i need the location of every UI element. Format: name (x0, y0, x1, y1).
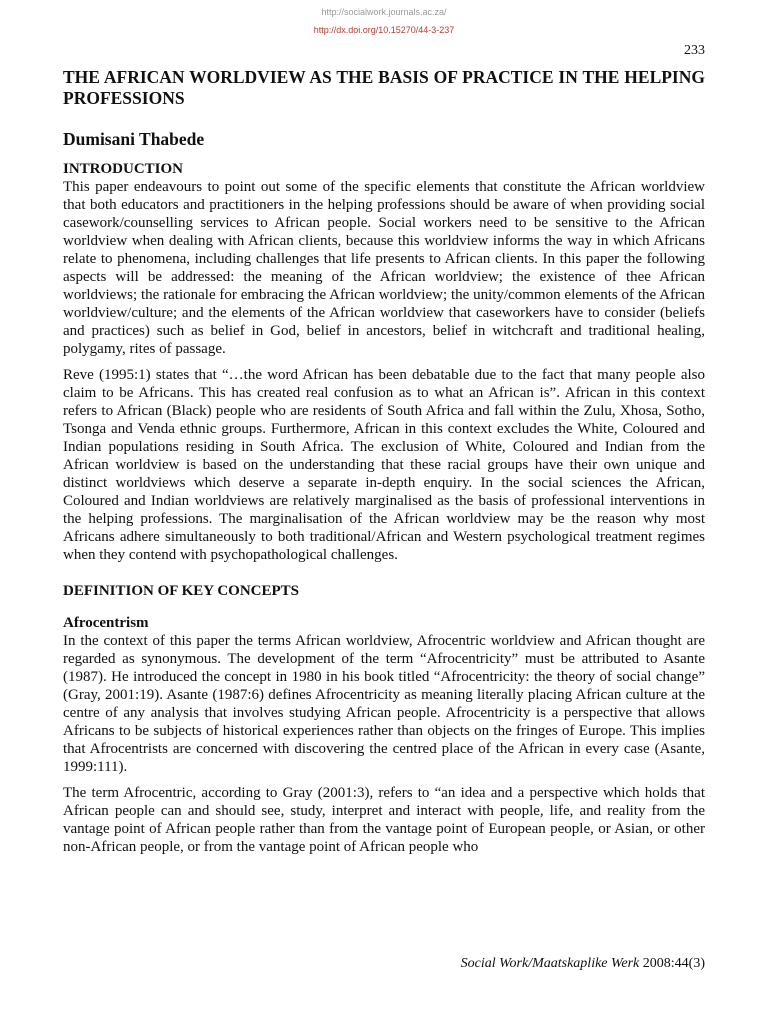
paragraph: Reve (1995:1) states that “…the word African has been debatable due to the fact that many people also claim to be Africans. This has created real confusion as to what an African is”. African in this context refers to African (Black) people who are residents of South Africa and fall within the Zulu, Xhosa, Sotho, Tsonga and Venda ethnic groups. Furthermore, African in this context excludes the White, Coloured and Indian populations residing in South Africa. The exclusion of White, Coloured and Indian from the African worldview is based on the understanding that these racial groups have their own unique and distinct worldviews which deserve a separate in-depth enquiry. In the social sciences the African, Coloured and Indian worldviews are relatively marginalised as the basis of professional interventions in the helping professions. The marginalisation of the African worldview may be the reason why most Africans adhere simultaneously to both traditional/African and Western psychological treatment regimes when they contend with psychopathological challenges. (63, 367, 705, 563)
section-heading-definitions: DEFINITION OF KEY CONCEPTS (63, 583, 300, 599)
paragraph: In the context of this paper the terms African worldview, Afrocentric worldview and African thought are regarded as synonymous. The development of the term “Afrocentricity” must be attributed to Asante (1987). He introduced the concept in 1980 in his book titled “Afrocentricity: the theory of social change” (Gray, 2001:19). Asante (1987:6) defines Afrocentricity as meaning literally placing African culture at the centre of any analysis that involves studying African people. Afrocentricity is a perspective that allows Africans to be subjects of historical experiences rather than objects on the fringes of Europe. This implies that Afrocentrists are concerned with discovering the centred place of the African in every case (Asante, 1999:111). (63, 633, 705, 775)
paragraph: The term Afrocentric, according to Gray (2001:3), refers to “an idea and a perspective which holds that African people can and should see, study, interpret and interact with people, life, and reality from the vantage point of African people rather than from the vantage point of European people, or Asian, or other non-African people, or from the vantage point of African people who (63, 785, 705, 855)
page-number: 233 (684, 43, 705, 58)
author-name: Dumisani Thabede (63, 129, 205, 149)
doi-link[interactable]: http://dx.doi.org/10.15270/44-3-237 (313, 25, 455, 35)
section-heading-introduction: INTRODUCTION (63, 161, 184, 177)
footer-citation (461, 956, 705, 972)
article-title: THE AFRICAN WORLDVIEW AS THE BASIS OF PRACTICE IN THE HELPING PROFESSIONS (63, 67, 705, 108)
journal-url[interactable]: http://socialwork.journals.ac.za/ (321, 7, 447, 17)
subheading-afrocentrism: Afrocentrism (63, 615, 149, 631)
paragraph: This paper endeavours to point out some of the specific elements that constitute the African worldview that both educators and practitioners in the helping professions should be aware of when providing social casework/counselling services to African people. Social workers need to be sensitive to the African worldview when dealing with African clients, because this worldview informs the way in which Africans relate to phenomena, including challenges that life presents to African clients. In this paper the following aspects will be addressed: the meaning of the African worldview; the existence of thee African worldviews; the rationale for embracing the African worldview; the unity/common elements of the African worldview/culture; and the elements of the African worldview that caseworkers have to consider (beliefs and practices) such as belief in God, belief in ancestors, belief in witchcraft and traditional healing, polygamy, rites of passage. (63, 179, 705, 357)
article-body (63, 67, 705, 856)
footer-journal-name: Social Work/Maatskaplike Werk (460, 956, 640, 971)
footer-volume: 2008:44(3) (642, 956, 705, 971)
